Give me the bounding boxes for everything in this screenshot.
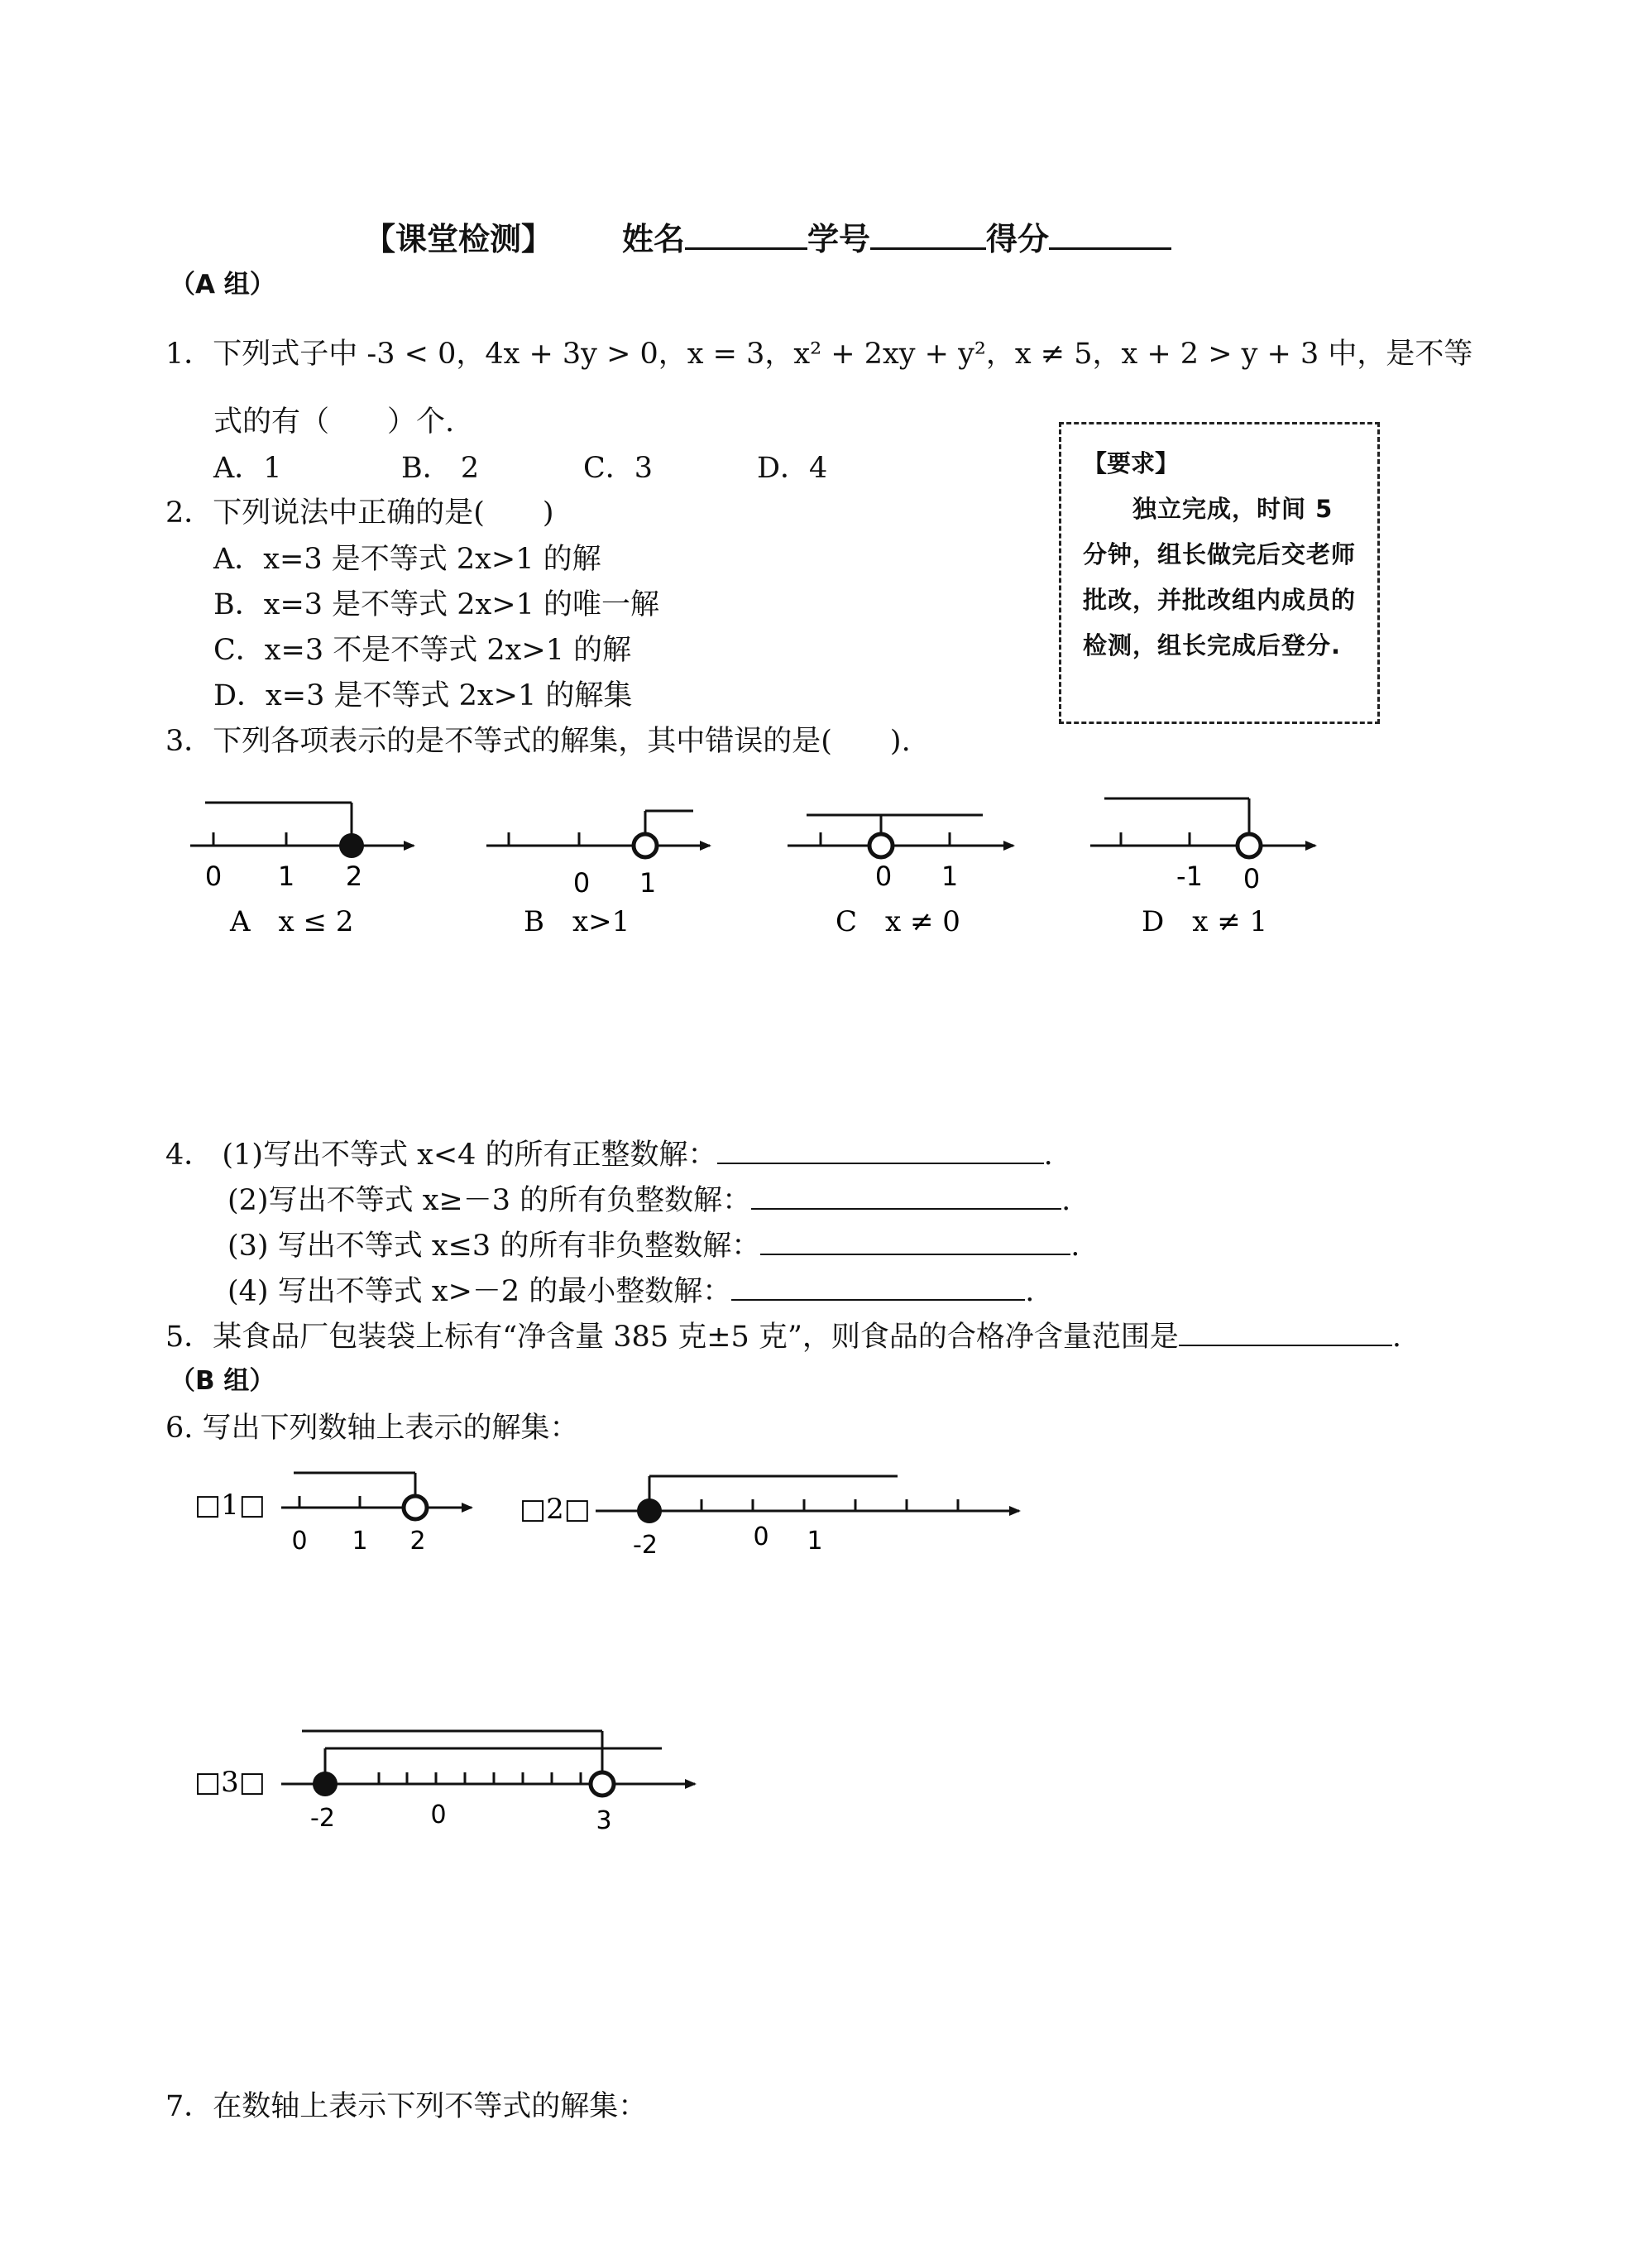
figure-caption: A x ≤ 2 [230,905,354,938]
closed-dot-icon [313,1772,338,1796]
tick-label: 3 [596,1806,612,1835]
q3-figure-b [486,811,710,938]
group-a-label: （A 组） [170,270,275,300]
id-blank[interactable] [870,219,986,250]
figure-number: □2□ [520,1493,591,1526]
tick-label: 2 [409,1527,426,1556]
q3-stem: 3．下列各项表示的是不等式的解集，其中错误的是( ). [165,725,911,758]
q4-1-blank[interactable] [717,1138,1044,1164]
q2-option-b: B．x=3 是不等式 2x>1 的唯一解 [213,588,660,621]
open-dot-icon [634,834,657,857]
tick-label: 2 [345,861,363,892]
figure-caption: B x>1 [524,905,630,938]
q6-figure-2 [520,1476,1019,1560]
tick-label: -2 [633,1531,658,1560]
open-dot-icon [591,1772,614,1796]
q4-2-blank[interactable] [751,1183,1061,1210]
figure-number: □1□ [194,1489,266,1522]
id-label: 学号 [807,221,871,257]
closed-dot-icon [339,833,364,858]
open-dot-icon [1238,834,1261,857]
q4-3-blank[interactable] [760,1229,1070,1255]
q1-option-c: C．3 [583,452,654,485]
q2-option-a: A．x=3 是不等式 2x>1 的解 [213,543,601,576]
tick-label: 1 [639,867,657,899]
q2-stem: 2．下列说法中正确的是( ) [165,496,554,530]
name-blank[interactable] [685,219,807,250]
q3-figure-d [1090,798,1315,938]
q4-4-text: (4) 写出不等式 x>－2 的最小整数解： [227,1275,732,1308]
student-info [622,213,1171,259]
group-b-label: （B 组） [170,1366,275,1396]
q5-line: 5．某食品厂包装袋上标有“净含量 385 克±5 克”，则食品的合格净含量范围是 . [165,1321,1401,1354]
tick-label: 0 [430,1800,447,1829]
q1-line2: 式的有（ ）个. [213,405,455,439]
q4-line3: (3) 写出不等式 x≤3 的所有非负整数解： . [227,1230,1080,1263]
q1-line1: 1．下列式子中 -3 < 0，4x + 3y > 0，x = 3，x² + 2xy + y²，x ≠ 5，x + 2 > y + 3 中，是不等 [165,338,1473,371]
title-text: 【课堂检测】 [364,221,553,257]
q1-option-a: A．1 [213,452,282,485]
tick-label: 1 [807,1527,823,1556]
requirement-title: 【要求】 [1083,449,1180,477]
name-label: 姓名 [622,221,686,257]
tick-label: -2 [310,1804,335,1833]
page-title [364,213,553,259]
q4-3-text: (3) 写出不等式 x≤3 的所有非负整数解： [227,1230,761,1263]
tick-label: 0 [204,861,223,892]
open-dot-icon [404,1496,427,1519]
q7-stem: 7．在数轴上表示下列不等式的解集： [165,2090,648,2123]
figure-caption: C x ≠ 0 [836,905,960,938]
tick-label: 1 [941,861,959,892]
q2-option-c: C．x=3 不是不等式 2x>1 的解 [213,634,632,667]
q5-blank[interactable] [1179,1320,1392,1346]
q3-figures [0,778,1628,960]
q1-option-d: D．4 [757,452,828,485]
figure-caption: D x ≠ 1 [1142,905,1268,938]
requirement-box [1059,422,1380,724]
tick-label: 1 [352,1527,368,1556]
requirement-body: 独立完成，时间 5 分钟，组长做完后交老师批改，并批改组内成员的检测，组长完成后登分. [1083,495,1357,659]
q4-1-text: 4． (1)写出不等式 x<4 的所有正整数解： [165,1139,717,1172]
q6-figures [0,1456,1628,1887]
q6-stem: 6. 写出下列数轴上表示的解集： [165,1412,579,1445]
q4-line1: 4． (1)写出不等式 x<4 的所有正整数解： . [165,1139,1053,1172]
q4-line2: (2)写出不等式 x≥－3 的所有负整数解： . [227,1184,1071,1217]
q4-2-text: (2)写出不等式 x≥－3 的所有负整数解： [227,1184,752,1217]
q4-4-blank[interactable] [731,1274,1025,1301]
q6-figure-1 [194,1473,472,1556]
q2-option-d: D．x=3 是不等式 2x>1 的解集 [213,679,633,712]
closed-dot-icon [637,1498,662,1523]
score-blank[interactable] [1049,219,1171,250]
figure-number: □3□ [194,1766,266,1799]
q1-option-b: B． 2 [401,452,480,485]
q3-figure-a [190,803,414,938]
open-dot-icon [869,834,893,857]
tick-label: 0 [874,861,893,892]
tick-label: 0 [1243,863,1261,894]
q4-line4: (4) 写出不等式 x>－2 的最小整数解： . [227,1275,1035,1308]
q6-figure-3 [194,1731,695,1835]
score-label: 得分 [986,221,1050,257]
tick-label: 0 [572,867,591,899]
tick-label: 0 [753,1522,769,1551]
tick-label: 0 [291,1527,308,1556]
tick-label: -1 [1176,861,1203,892]
q5-text: 5．某食品厂包装袋上标有“净含量 385 克±5 克”，则食品的合格净含量范围是 [165,1321,1179,1354]
q3-figure-c [788,815,1013,938]
tick-label: 1 [277,861,295,892]
